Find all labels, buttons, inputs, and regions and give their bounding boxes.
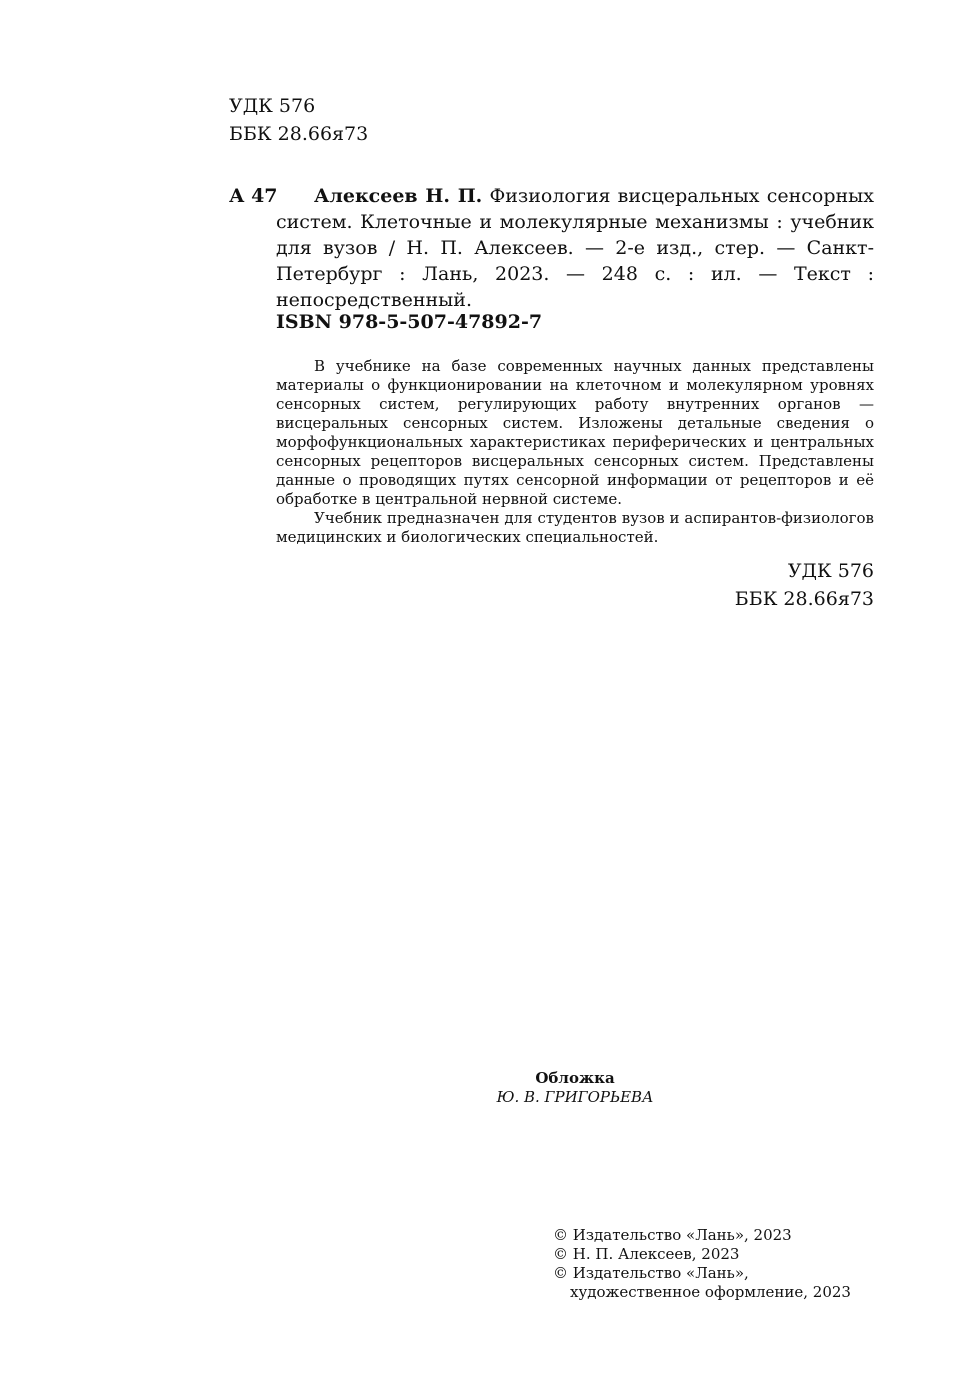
- udk-code: УДК 576: [229, 95, 316, 117]
- entry-description: Физиология висцеральных сенсорных систем. Клеточные и молекулярные механизмы : учебник для вузов / Н. П. Алексеев. — 2-е изд., стер. — Санкт-Петербург : Лань, 2023. — 248 с. : ил. — Текст : непосредственный.: [276, 185, 874, 311]
- classification-codes-top: [229, 92, 368, 148]
- bbk-code: ББК 28.66я73: [734, 588, 874, 610]
- copyright-line: © Издательство «Лань», 2023: [553, 1226, 792, 1244]
- entry-author: Алексеев Н. П.: [314, 185, 483, 207]
- abstract-paragraph: В учебнике на базе современных научных данных представлены материалы о функционировании на клеточном и молекулярном уровнях сенсорных систем, регулирующих работу внутренних органов — висцеральных сенсорных систем. Изложены детальные сведения о морфофункциональных характеристиках периферических и центральных сенсорных рецепторов висцеральных сенсорных систем. Представлены данные о проводящих путях сенсорной информации от рецепторов и её обработке в центральной нервной системе.: [276, 357, 874, 508]
- copyright-line: © Издательство «Лань»,: [553, 1264, 749, 1282]
- cover-credit: [455, 1069, 695, 1107]
- bbk-code: ББК 28.66я73: [229, 123, 369, 145]
- author-mark: А 47: [229, 185, 278, 207]
- isbn: ISBN 978-5-507-47892-7: [276, 311, 543, 333]
- cover-credit-label: Обложка: [535, 1069, 615, 1087]
- abstract: [276, 357, 874, 547]
- cover-designer-name: Ю. В. ГРИГОРЬЕВА: [496, 1088, 654, 1106]
- copyright-block: [553, 1226, 851, 1302]
- abstract-paragraph: Учебник предназначен для студентов вузов и аспирантов-физиологов медицинских и биологических специальностей.: [276, 509, 874, 546]
- bibliographic-entry: [276, 183, 874, 313]
- classification-codes-bottom: [620, 557, 874, 613]
- copyright-line: © Н. П. Алексеев, 2023: [553, 1245, 740, 1263]
- udk-code: УДК 576: [787, 560, 874, 582]
- copyright-line: художественное оформление, 2023: [570, 1283, 851, 1301]
